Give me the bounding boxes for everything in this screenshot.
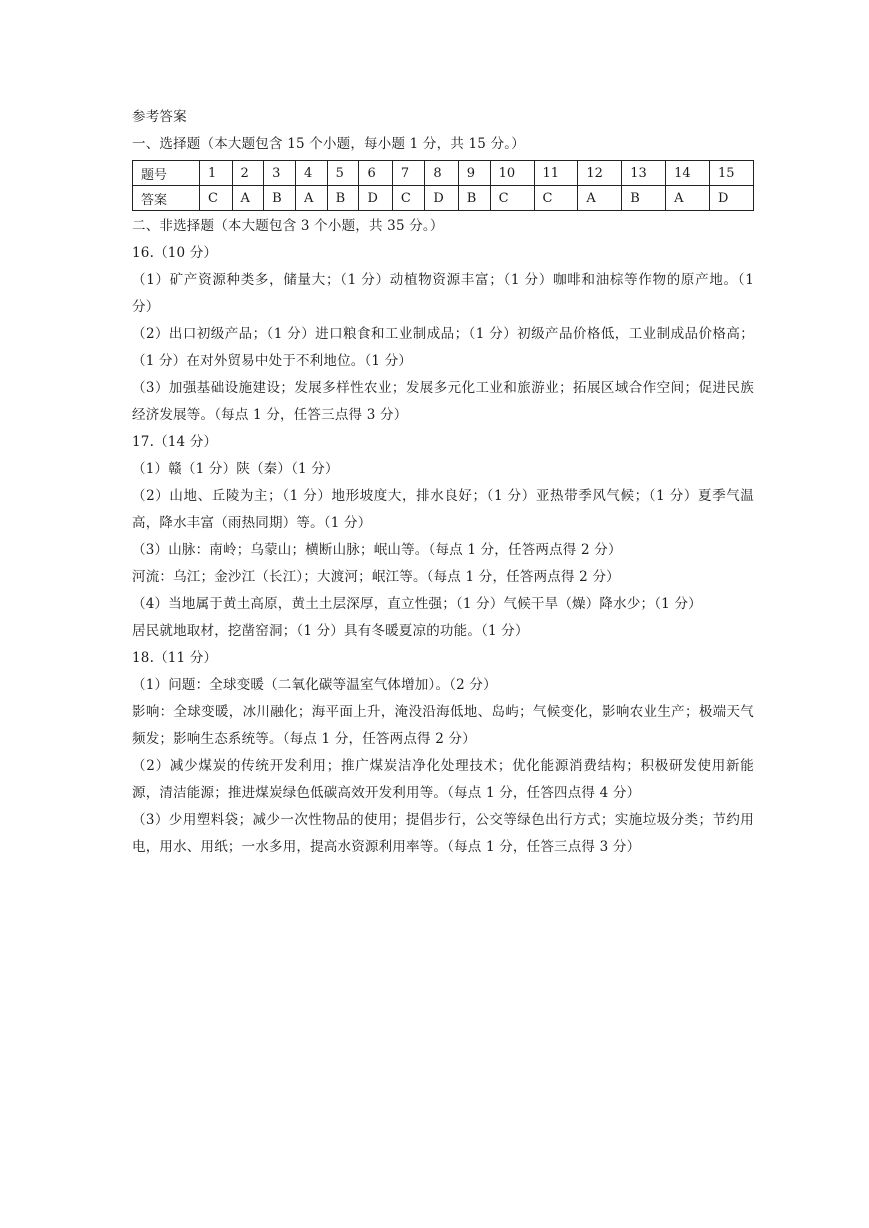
question-number: 5 <box>327 161 359 186</box>
question-18-part-1-impact: 影响：全球变暖，冰川融化；海平面上升，淹没沿海低地、岛屿；气候变化，影响农业生产；极端天气频发；影响生态系统等。（每点 1 分，任答两点得 2 分） <box>132 704 754 747</box>
question-number: 7 <box>392 161 425 186</box>
answer-cell: D <box>425 186 458 211</box>
question-17-part-1: （1）赣（1 分）陕（秦）（1 分） <box>132 461 339 477</box>
answer-row <box>133 186 754 211</box>
answer-cell: D <box>710 186 754 211</box>
question-number: 9 <box>458 161 490 186</box>
question-number: 2 <box>232 161 264 186</box>
question-16-part-3: （3）加强基础设施建设；发展多样性农业；发展多元化工业和旅游业；拓展区域合作空间；促进民族经济发展等。（每点 1 分，任答三点得 3 分） <box>132 380 754 423</box>
answer-cell: B <box>327 186 359 211</box>
question-16-part-2: （2）出口初级产品；（1 分）进口粮食和工业制成品；（1 分）初级产品价格低，工业制成品价格高；（1 分）在对外贸易中处于不利地位。（1 分） <box>132 326 754 369</box>
question-17-part-3-mountains: （3）山脉：南岭；乌蒙山；横断山脉；岷山等。（每点 1 分，任答两点得 2 分） <box>132 542 622 558</box>
question-17-part-4: （4）当地属于黄土高原，黄土土层深厚，直立性强；（1 分）气候干旱（燥）降水少；（1 分） <box>132 596 702 612</box>
question-17-part-4-continued: 居民就地取材，挖凿窑洞；（1 分）具有冬暖夏凉的功能。（1 分） <box>132 623 529 639</box>
document-title: 参考答案 <box>132 109 187 125</box>
question-16-title: 16.（10 分） <box>132 245 218 261</box>
section-1-heading: 一、选择题（本大题包含 15 个小题，每小题 1 分，共 15 分。） <box>132 136 525 152</box>
question-number: 6 <box>359 161 392 186</box>
answer-document <box>132 104 754 861</box>
question-number: 4 <box>296 161 328 186</box>
answer-table <box>132 160 754 211</box>
answer-cell: A <box>666 186 710 211</box>
question-number: 14 <box>666 161 710 186</box>
question-17-title: 17.（14 分） <box>132 434 218 450</box>
question-18-part-2: （2）减少煤炭的传统开发利用；推广煤炭洁净化处理技术；优化能源消费结构；积极研发使用新能源，清洁能源；推进煤炭绿色低碳高效开发利用等。（每点 1 分，任答四点得 4 分） <box>132 758 754 801</box>
question-number-row <box>133 161 754 186</box>
row-label-answer: 答案 <box>133 186 200 211</box>
question-18-part-3: （3）少用塑料袋；减少一次性物品的使用；提倡步行，公交等绿色出行方式；实施垃圾分类；节约用电，用水、用纸；一水多用，提高水资源利用率等。（每点 1 分，任答三点得 3 分） <box>132 812 754 855</box>
question-number: 11 <box>534 161 578 186</box>
answer-cell: C <box>490 186 534 211</box>
question-number: 1 <box>200 161 233 186</box>
question-number: 15 <box>710 161 754 186</box>
question-number: 13 <box>622 161 666 186</box>
answer-cell: D <box>359 186 392 211</box>
answer-cell: B <box>264 186 296 211</box>
question-number: 3 <box>264 161 296 186</box>
question-number: 12 <box>578 161 622 186</box>
answer-cell: C <box>392 186 425 211</box>
answer-cell: C <box>200 186 233 211</box>
question-18-part-1-problem: （1）问题：全球变暖（二氧化碳等温室气体增加）。（2 分） <box>132 677 497 693</box>
section-2-heading: 二、非选择题（本大题包含 3 个小题，共 35 分。） <box>132 218 444 234</box>
answer-cell: B <box>458 186 490 211</box>
question-number: 8 <box>425 161 458 186</box>
question-18-title: 18.（11 分） <box>132 650 218 666</box>
question-17-part-3-rivers: 河流：乌江；金沙江（长江）；大渡河；岷江等。（每点 1 分，任答两点得 2 分） <box>132 569 620 585</box>
row-label-number: 题号 <box>133 161 200 186</box>
question-number: 10 <box>490 161 534 186</box>
answer-cell: A <box>232 186 264 211</box>
answer-cell: B <box>622 186 666 211</box>
question-16-part-1: （1）矿产资源种类多，储量大；（1 分）动植物资源丰富；（1 分）咖啡和油棕等作物的原产地。（1 分） <box>132 272 754 315</box>
answer-cell: C <box>534 186 578 211</box>
answer-cell: A <box>296 186 328 211</box>
answer-cell: A <box>578 186 622 211</box>
question-17-part-2: （2）山地、丘陵为主；（1 分）地形坡度大，排水良好；（1 分）亚热带季风气候；（1 分）夏季气温高，降水丰富（雨热同期）等。（1 分） <box>132 488 754 531</box>
